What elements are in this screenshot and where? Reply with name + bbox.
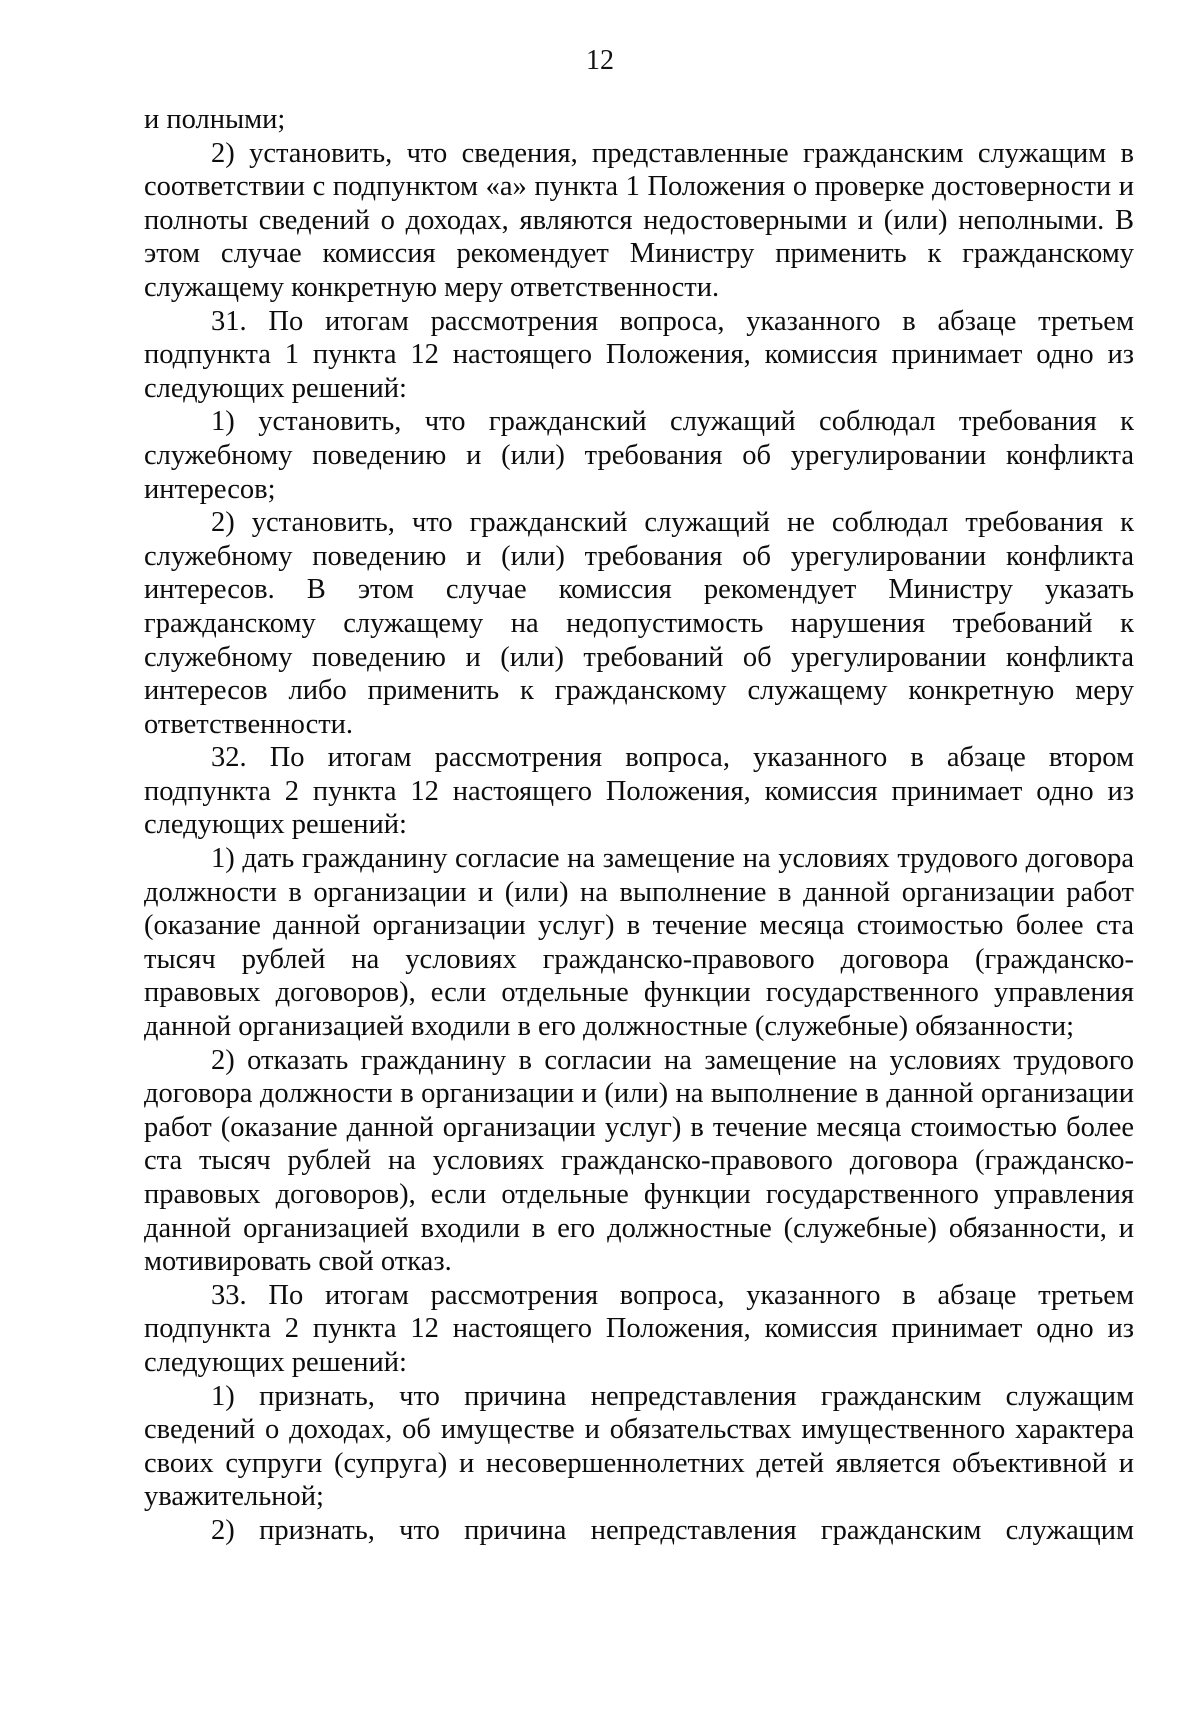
document-body [144,103,1134,1548]
page-number: 12 [586,45,614,76]
paragraph: 2) признать, что причина непредставления гражданским служащим [211,1514,1134,1546]
paragraph: 33. По итогам рассмотрения вопроса, указанного в абзаце третьем подпункта 2 пункта 12 настоящего Положения, комиссия принимает одно из следующих решений: [144,1279,1134,1378]
paragraph: 2) установить, что сведения, представленные гражданским служащим в соответствии с подпунктом «а» пункта 1 Положения о проверке достоверности и полноты сведений о доходах, являются недостоверными и (или) неполными. В этом случае комиссия рекомендует Министру применить к гражданскому служащему конкретную меру ответственности. [144,137,1134,303]
paragraph: 2) отказать гражданину в согласии на замещение на условиях трудового договора должности в организации и (или) на выполнение в данной организации работ (оказание данной организации услуг) в течение месяца стоимостью более ста тысяч рублей на условиях гражданско-правового договора (гражданско-правовых договоров), если отдельные функции государственного управления данной организацией входили в его должностные (служебные) обязанности, и мотивировать свой отказ. [144,1044,1134,1278]
paragraph: 1) дать гражданину согласие на замещение на условиях трудового договора должности в организации и (или) на выполнение в данной организации работ (оказание данной организации услуг) в течение месяца стоимостью более ста тысяч рублей на условиях гражданско-правового договора (гражданско-правовых договоров), если отдельные функции государственного управления данной организацией входили в его должностные (служебные) обязанности; [144,843,1134,1043]
paragraph: 32. По итогам рассмотрения вопроса, указанного в абзаце втором подпункта 2 пункта 12 настоящего Положения, комиссия принимает одно из следующих решений: [144,742,1134,841]
paragraph: 31. По итогам рассмотрения вопроса, указанного в абзаце третьем подпункта 1 пункта 12 настоящего Положения, комиссия принимает одно из следующих решений: [144,305,1134,404]
paragraph: и полными; [144,104,286,135]
paragraph: 1) признать, что причина непредставления гражданским служащим сведений о доходах, об имуществе и обязательствах имущественного характера своих супруги (супруга) и несовершеннолетних детей является объективной и уважительной; [144,1380,1134,1513]
paragraph: 1) установить, что гражданский служащий соблюдал требования к служебному поведению и (или) требования об урегулировании конфликта интересов; [144,406,1134,505]
paragraph: 2) установить, что гражданский служащий не соблюдал требования к служебному поведению и (или) требования об урегулировании конфликта интересов. В этом случае комиссия рекомендует Министру указать гражданскому служащему на недопустимость нарушения требований к служебному поведению и (или) требований об урегулировании конфликта интересов либо применить к гражданскому служащему конкретную меру ответственности. [144,507,1134,740]
